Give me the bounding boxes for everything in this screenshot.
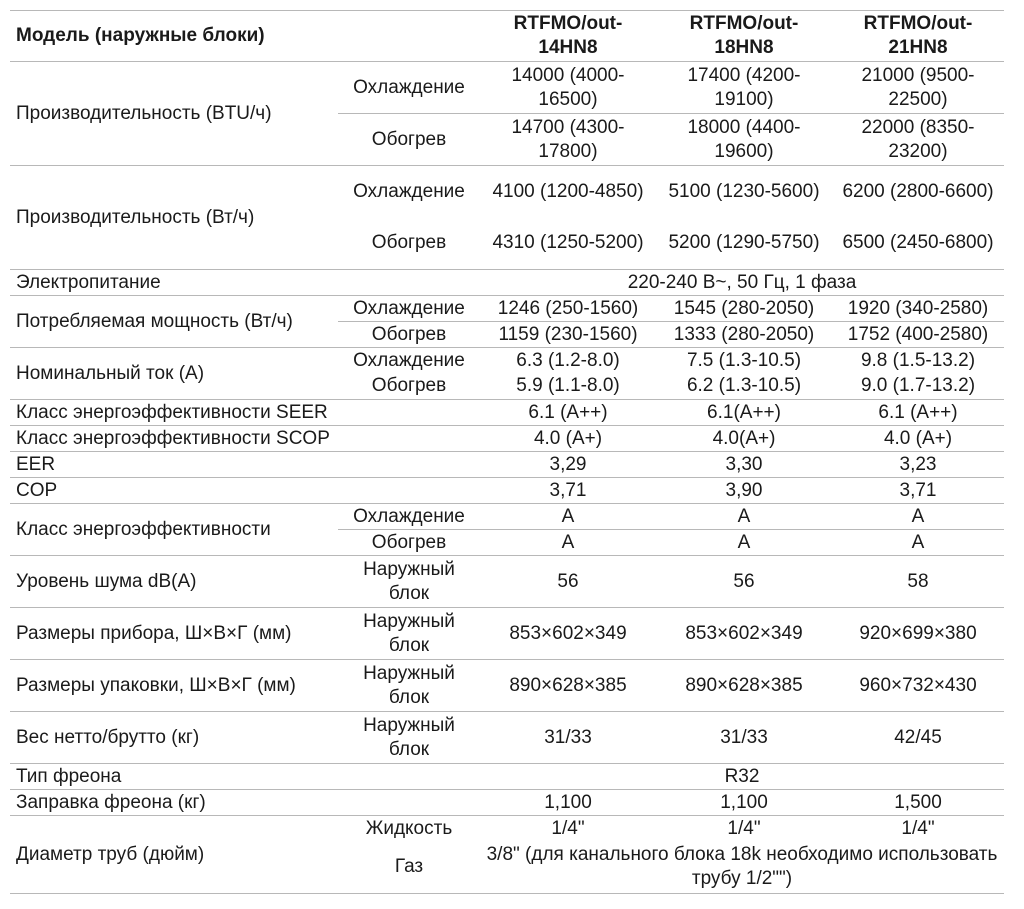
energy-cooling-1: A (561, 505, 575, 527)
capacity-w-heating-3: 6500 (2450-6800) (842, 232, 994, 254)
capacity-w-cooling-3: 6200 (2800-6600) (842, 180, 994, 202)
table-row (10, 426, 1004, 452)
model-2: RTFMO/out-18HN8 (689, 13, 799, 58)
cop-label: COP (16, 479, 58, 501)
scop-3: 4.0 (A+) (883, 427, 953, 449)
scop-2: 4.0(A+) (712, 427, 776, 449)
energy-heating-3: A (911, 531, 925, 553)
power-supply-label: Электропитание (16, 271, 161, 293)
capacity-w-heating-1: 4310 (1250-5200) (492, 232, 644, 254)
capacity-btu-cooling-2: 17400 (4200-19100) (687, 64, 801, 110)
seer-1: 6.1 (A++) (528, 401, 608, 423)
capacity-btu-label: Производительность (BTU/ч) (16, 102, 272, 124)
charge-1: 1,100 (544, 791, 592, 813)
header-row (10, 11, 1004, 62)
cop-3: 3,71 (899, 479, 937, 501)
unit-dims-label: Размеры прибора, Ш×В×Г (мм) (16, 622, 292, 644)
cop-1: 3,71 (549, 479, 587, 501)
pipe-liquid-2: 1/4" (727, 817, 761, 839)
capacity-btu-heating-3: 22000 (8350-23200) (861, 116, 975, 162)
cooling-label: Охлаждение (353, 180, 465, 202)
pipe-diameter-label: Диаметр труб (дюйм) (16, 843, 205, 865)
capacity-w-label: Производительность (Вт/ч) (16, 206, 255, 228)
unit-dims-2: 853×602×349 (685, 622, 803, 644)
model-label: Модель (наружные блоки) (16, 25, 265, 46)
weight-1: 31/33 (544, 726, 592, 748)
package-dims-3: 960×732×430 (859, 674, 977, 696)
power-supply-value: 220-240 В~, 50 Гц, 1 фаза (627, 271, 857, 293)
pipe-liquid-3: 1/4" (901, 817, 935, 839)
cooling-label: Охлаждение (353, 349, 465, 371)
charge-2: 1,100 (720, 791, 768, 813)
table-row (10, 452, 1004, 478)
current-cooling-1: 6.3 (1.2-8.0) (516, 349, 620, 371)
weight-2: 31/33 (720, 726, 768, 748)
table-row (10, 166, 1004, 218)
rated-current-label: Номинальный ток (A) (16, 362, 205, 384)
heating-label: Обогрев (371, 323, 447, 345)
specs-table (10, 10, 1004, 894)
heating-label: Обогрев (371, 531, 447, 553)
table-row (10, 608, 1004, 660)
power-heating-1: 1159 (230-1560) (498, 323, 638, 345)
energy-heating-2: A (737, 531, 751, 553)
table-row (10, 790, 1004, 816)
model-1: RTFMO/out-14HN8 (513, 13, 623, 58)
liquid-label: Жидкость (365, 817, 453, 839)
capacity-btu-cooling-1: 14000 (4000-16500) (511, 64, 625, 110)
eer-3: 3,23 (899, 453, 937, 475)
current-heating-3: 9.0 (1.7-13.2) (860, 375, 976, 397)
cooling-label: Охлаждение (353, 297, 465, 319)
capacity-btu-heating-2: 18000 (4400-19600) (687, 116, 801, 162)
outdoor-unit-label: Наружный блок (363, 714, 455, 760)
power-heating-2: 1333 (280-2050) (673, 323, 815, 345)
cooling-label: Охлаждение (353, 505, 465, 527)
pipe-liquid-1: 1/4" (551, 817, 585, 839)
noise-1: 56 (557, 570, 579, 592)
outdoor-unit-label: Наружный блок (363, 558, 455, 604)
energy-cooling-2: A (737, 505, 751, 527)
eer-label: EER (16, 453, 56, 475)
eer-2: 3,30 (725, 453, 763, 475)
capacity-w-heating-2: 5200 (1290-5750) (668, 232, 820, 254)
pipe-gas-value: 3/8" (для канального блока 18k необходимо использовать трубу 1/2"") (486, 844, 998, 890)
table-row (10, 764, 1004, 790)
energy-class-label: Класс энергоэффективности (16, 518, 271, 540)
eer-1: 3,29 (549, 453, 587, 475)
current-heating-1: 5.9 (1.1-8.0) (516, 375, 620, 397)
charge-label: Заправка фреона (кг) (16, 791, 206, 813)
weight-3: 42/45 (894, 726, 942, 748)
table-row (10, 270, 1004, 296)
current-heating-2: 6.2 (1.3-10.5) (686, 375, 802, 397)
table-row (10, 400, 1004, 426)
cooling-label: Охлаждение (353, 76, 465, 98)
table-row (10, 62, 1004, 114)
outdoor-unit-label: Наружный блок (363, 610, 455, 656)
energy-cooling-3: A (911, 505, 925, 527)
seer-3: 6.1 (A++) (878, 401, 958, 423)
noise-2: 56 (733, 570, 755, 592)
table-row (10, 296, 1004, 322)
package-dims-label: Размеры упаковки, Ш×В×Г (мм) (16, 674, 296, 696)
power-consumption-label: Потребляемая мощность (Вт/ч) (16, 310, 293, 332)
current-cooling-2: 7.5 (1.3-10.5) (686, 349, 802, 371)
power-cooling-3: 1920 (340-2580) (847, 297, 989, 319)
table-row (10, 660, 1004, 712)
gas-label: Газ (394, 856, 424, 878)
refrigerant-value: R32 (724, 765, 760, 787)
table-row (10, 504, 1004, 530)
heating-label: Обогрев (371, 375, 447, 397)
table-row (10, 816, 1004, 842)
power-heating-3: 1752 (400-2580) (847, 323, 989, 345)
scop-1: 4.0 (A+) (533, 427, 603, 449)
power-cooling-1: 1246 (250-1560) (497, 297, 639, 319)
cop-2: 3,90 (725, 479, 763, 501)
table-row (10, 348, 1004, 374)
noise-3: 58 (907, 570, 929, 592)
charge-3: 1,500 (894, 791, 942, 813)
refrigerant-label: Тип фреона (16, 765, 122, 787)
table-row (10, 712, 1004, 764)
noise-label: Уровень шума dB(A) (16, 570, 197, 592)
heating-label: Обогрев (371, 232, 447, 254)
unit-dims-1: 853×602×349 (509, 622, 627, 644)
capacity-btu-heating-1: 14700 (4300-17800) (511, 116, 625, 162)
seer-2: 6.1(A++) (707, 401, 781, 423)
table-row (10, 478, 1004, 504)
current-cooling-3: 9.8 (1.5-13.2) (860, 349, 976, 371)
capacity-w-cooling-1: 4100 (1200-4850) (492, 180, 644, 202)
table-row (10, 556, 1004, 608)
package-dims-2: 890×628×385 (685, 674, 803, 696)
power-cooling-2: 1545 (280-2050) (673, 297, 815, 319)
package-dims-1: 890×628×385 (509, 674, 627, 696)
weight-label: Вес нетто/брутто (кг) (16, 726, 200, 748)
model-3: RTFMO/out-21HN8 (863, 13, 973, 58)
capacity-w-cooling-2: 5100 (1230-5600) (668, 180, 820, 202)
outdoor-unit-label: Наружный блок (363, 662, 455, 708)
scop-label: Класс энергоэффективности SCOP (16, 427, 330, 449)
unit-dims-3: 920×699×380 (859, 622, 977, 644)
heating-label: Обогрев (371, 128, 447, 150)
capacity-btu-cooling-3: 21000 (9500-22500) (861, 64, 975, 110)
seer-label: Класс энергоэффективности SEER (16, 401, 328, 423)
energy-heating-1: A (561, 531, 575, 553)
